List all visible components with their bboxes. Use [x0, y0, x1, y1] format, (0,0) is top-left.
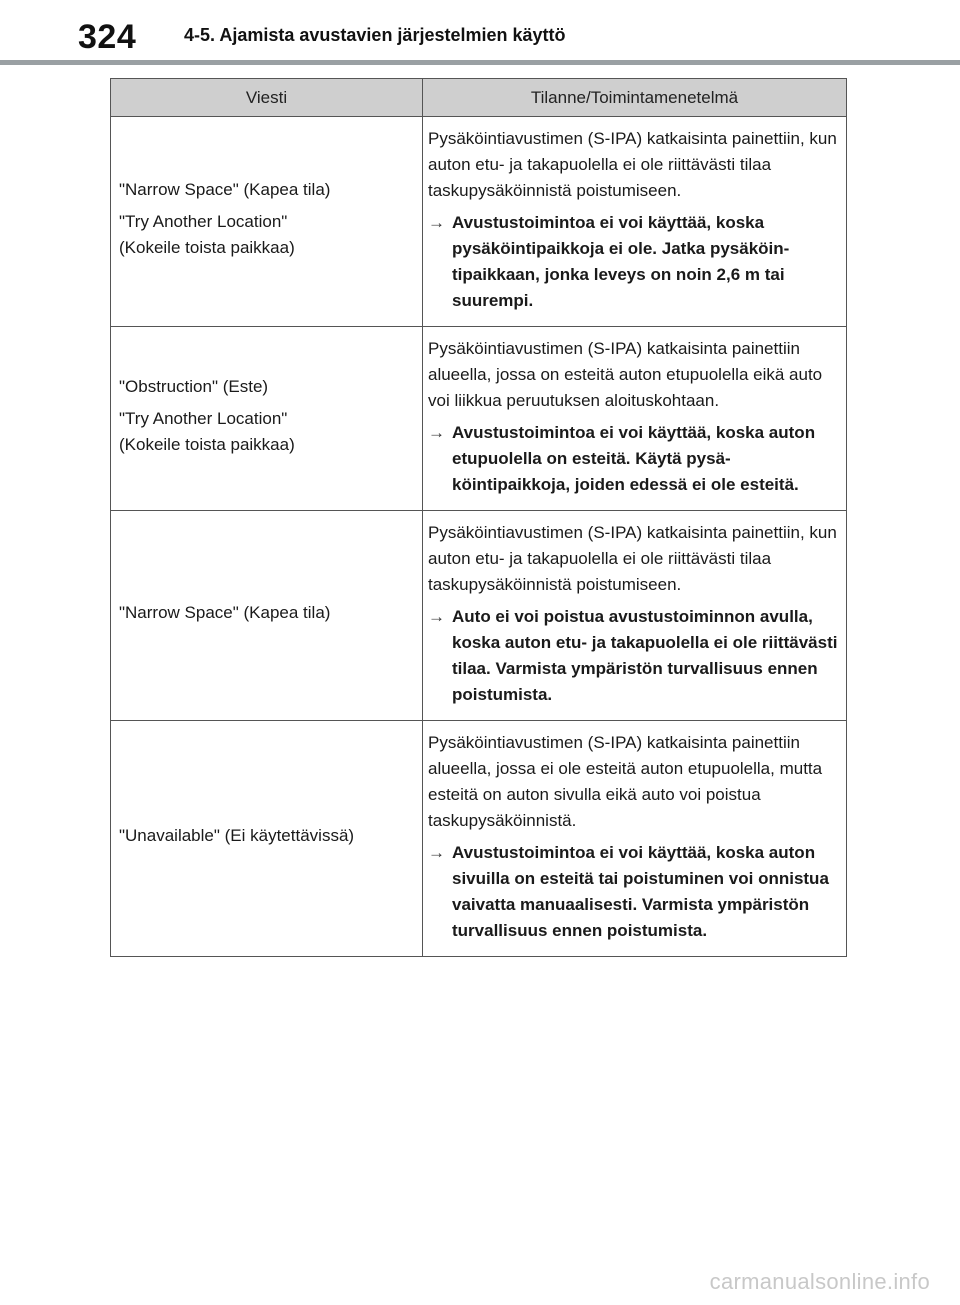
message-text: "Unavailable" (Ei käytettävissä) [119, 825, 355, 845]
arrow-right-icon: → [428, 423, 445, 442]
situation-cell [423, 327, 847, 511]
action-text: Avustustoimintoa ei voi käyttää, koska auton sivuilla on esteitä tai poistuminen voi onnistua vaivatta manuaalisesti. Varmista ympäristön turvallisuus ennen poistumista. [452, 843, 829, 940]
message-cell [111, 721, 423, 957]
header-divider [0, 60, 960, 65]
table-row [111, 117, 847, 327]
action-item [428, 604, 840, 708]
action-item [428, 420, 840, 498]
message-cell [111, 511, 423, 721]
column-header-message: Viesti [111, 79, 423, 117]
situation-text: Pysäköintiavustimen (S-IPA) katkaisinta painettiin, kun auton etu- ja takapuolella ei ole riittävästi tilaa taskupysäköinnistä poistumiseen. [428, 129, 837, 200]
column-header-situation: Tilanne/Toimintamenetelmä [423, 79, 847, 117]
page-number: 324 [78, 18, 137, 56]
message-cell [111, 117, 423, 327]
situation-cell [423, 721, 847, 957]
message-text: "Try Another Location" (Kokeile toista paikkaa) [119, 408, 295, 454]
table-row [111, 511, 847, 721]
watermark: carmanualsonline.info [709, 1269, 930, 1294]
section-title: 4-5. Ajamista avustavien järjestelmien käyttö [184, 25, 566, 45]
action-item [428, 840, 840, 944]
action-text: Avustustoimintoa ei voi käyttää, koska auton etupuolella on esteitä. Käytä pysäköintipaikkoja, joiden edessä ei ole esteitä. [452, 423, 816, 494]
table-header-row [111, 79, 847, 117]
situation-cell [423, 117, 847, 327]
arrow-right-icon: → [428, 213, 445, 232]
situation-text: Pysäköintiavustimen (S-IPA) katkaisinta painettiin alueella, jossa ei ole esteitä auton etupuolella, mutta esteitä on auton sivulla eikä auto voi poistua taskupysäköinnistä. [428, 733, 823, 830]
action-text: Avustustoimintoa ei voi käyttää, koska pysäköintipaikkoja ei ole. Jatka pysäköintipaikkaan, jonka leveys on noin 2,6 m tai suurempi. [452, 213, 790, 310]
situation-text: Pysäköintiavustimen (S-IPA) katkaisinta painettiin, kun auton etu- ja takapuolella ei ole riittävästi tilaa taskupysäköinnistä poistumiseen. [428, 523, 837, 594]
action-item [428, 210, 840, 314]
table-row [111, 721, 847, 957]
arrow-right-icon: → [428, 843, 445, 862]
action-text: Auto ei voi poistua avustustoiminnon avulla, koska auton etu- ja takapuolella ei ole riittävästi tilaa. Varmista ympäristön turvallisuus ennen poistumista. [452, 607, 838, 704]
message-text: "Try Another Location" (Kokeile toista paikkaa) [119, 211, 295, 257]
page-header [0, 0, 960, 64]
message-cell [111, 327, 423, 511]
arrow-right-icon: → [428, 607, 445, 626]
situation-cell [423, 511, 847, 721]
message-text: "Obstruction" (Este) [119, 376, 269, 396]
message-text: "Narrow Space" (Kapea tila) [119, 179, 331, 199]
situation-text: Pysäköintiavustimen (S-IPA) katkaisinta painettiin alueella, jossa on esteitä auton etupuolella eikä auto voi liikkua peruutuksen aloituskohtaan. [428, 339, 823, 410]
table-row [111, 327, 847, 511]
message-table [110, 78, 847, 957]
message-text: "Narrow Space" (Kapea tila) [119, 602, 331, 622]
